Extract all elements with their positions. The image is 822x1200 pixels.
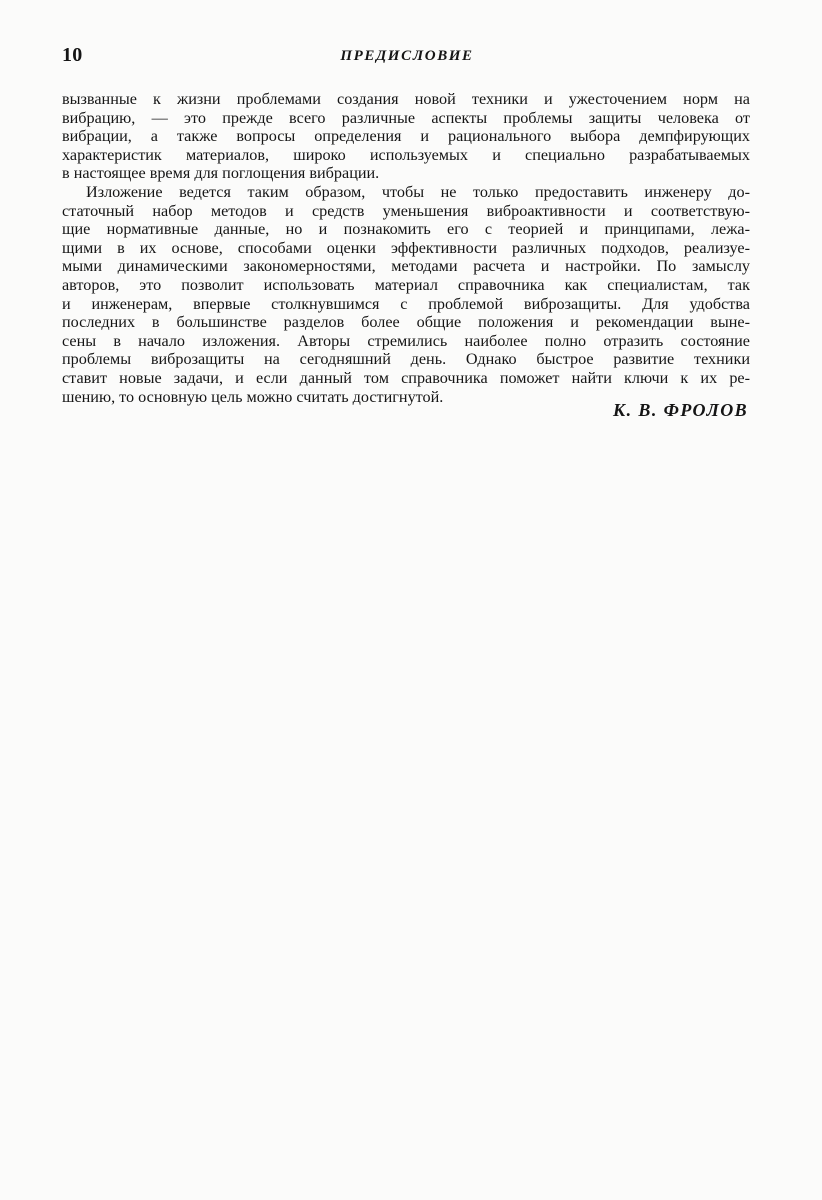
text-line: авторов, это позволит использовать материал справочника как специалистам, так (62, 275, 750, 294)
text-line: ставит новые задачи, и если данный том справочника поможет найти ключи к их ре- (62, 368, 750, 387)
text-line: вызванные к жизни проблемами создания новой техники и ужесточением норм на (62, 90, 750, 108)
text-line: статочный набор методов и средств уменьшения виброактивности и соответствую- (62, 201, 750, 220)
page-header (62, 44, 752, 72)
text-line: последних в большинстве разделов более общие положения и рекомендации выне- (62, 313, 750, 332)
text-line: щие нормативные данные, но и познакомить его с теорией и принципами, лежа- (62, 220, 750, 239)
text-line: щими в их основе, способами оценки эффективности различных подходов, реализуе- (62, 238, 750, 257)
text-line: в настоящее время для поглощения вибрации. (62, 164, 380, 183)
paragraph-start-line: Изложение ведется таким образом, чтобы не только предоставить инженеру до- (86, 182, 750, 201)
text-line: вибрацию, — это прежде всего различные аспекты проблемы защиты человека от (62, 108, 750, 127)
text-line: проблемы виброзащиты на сегодняшний день. Однако быстрое развитие техники (62, 350, 750, 369)
preface-text (62, 90, 750, 406)
text-line: характеристик материалов, широко используемых и специально разрабатываемых (62, 145, 750, 164)
running-title: ПРЕДИСЛОВИЕ (340, 48, 474, 64)
text-line: вибрации, а также вопросы определения и рационального выбора демпфирующих (62, 127, 750, 146)
text-line: шению, то основную цель можно считать достигнутой. (62, 387, 444, 406)
author-signature: К. В. ФРОЛОВ (613, 400, 748, 420)
text-line: и инженерам, впервые столкнувшимся с проблемой виброзащиты. Для удобства (62, 294, 750, 313)
page-number: 10 (62, 44, 83, 66)
text-line: сены в начало изложения. Авторы стремились наиболее полно отразить состояние (62, 331, 750, 350)
text-line: мыми динамическими закономерностями, методами расчета и настройки. По замыслу (62, 257, 750, 276)
